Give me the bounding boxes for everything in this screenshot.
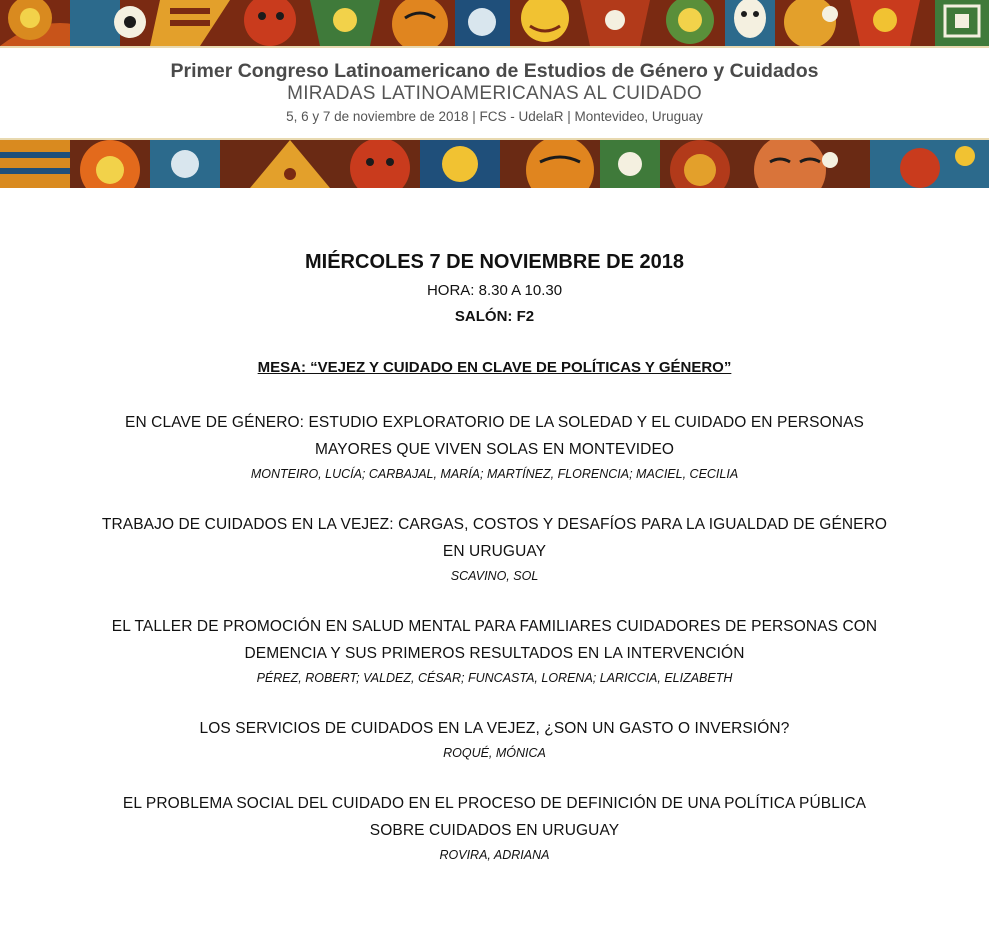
paper-item [95,715,895,764]
session-hour: HORA: 8.30 A 10.30 [426,282,563,299]
paper-title: EN CLAVE DE GÉNERO: ESTUDIO EXPLORATORIO DE LA SOLEDAD Y EL CUIDADO EN PERSONAS MAYORES QUE VIVEN SOLAS EN MONTEVIDEO [125,414,864,458]
folk-art-pattern-bottom [0,140,989,188]
paper-authors: SCAVINO, SOL [450,569,539,583]
paper-authors: ROVIRA, ADRIANA [439,848,550,862]
paper-list [0,409,989,866]
paper-authors: ROQUÉ, MÓNICA [443,746,546,760]
congress-header [0,46,989,140]
paper-title: TRABAJO DE CUIDADOS EN LA VEJEZ: CARGAS, COSTOS Y DESAFÍOS PARA LA IGUALDAD DE GÉNERO EN URUGUAY [101,516,888,560]
session-table-title: MESA: “VEJEZ Y CUIDADO EN CLAVE DE POLÍTICAS Y GÉNERO” [257,359,732,376]
paper-title: EL TALLER DE PROMOCIÓN EN SALUD MENTAL PARA FAMILIARES CUIDADORES DE PERSONAS CON DEMENCIA Y SUS PRIMEROS RESULTADOS EN LA INTERVENCIÓN [111,618,878,662]
paper-item [95,613,895,689]
congress-dates-venue: 5, 6 y 7 de noviembre de 2018 | FCS - UdelaR | Montevideo, Uruguay [286,109,703,124]
paper-item [95,409,895,485]
congress-title: Primer Congreso Latinoamericano de Estudios de Género y Cuidados [170,60,819,82]
folk-art-pattern-top [0,0,989,46]
session-room: SALÓN: F2 [454,308,535,325]
paper-title: EL PROBLEMA SOCIAL DEL CUIDADO EN EL PROCESO DE DEFINICIÓN DE UNA POLÍTICA PÚBLICA SOBRE CUIDADOS EN URUGUAY [122,795,867,839]
header-banner-top [0,0,989,46]
paper-title: LOS SERVICIOS DE CUIDADOS EN LA VEJEZ, ¿SON UN GASTO O INVERSIÓN? [199,720,790,737]
paper-item [95,511,895,587]
congress-subtitle: MIRADAS LATINOAMERICANAS AL CUIDADO [287,83,702,104]
session-program [0,188,989,866]
paper-item [95,790,895,866]
paper-authors: MONTEIRO, LUCÍA; CARBAJAL, MARÍA; MARTÍNEZ, FLORENCIA; MACIEL, CECILIA [250,467,739,481]
session-day-title: MIÉRCOLES 7 DE NOVIEMBRE DE 2018 [305,251,684,273]
header-banner-bottom [0,140,989,188]
paper-authors: PÉREZ, ROBERT; VALDEZ, CÉSAR; FUNCASTA, LORENA; LARICCIA, ELIZABETH [256,671,733,685]
